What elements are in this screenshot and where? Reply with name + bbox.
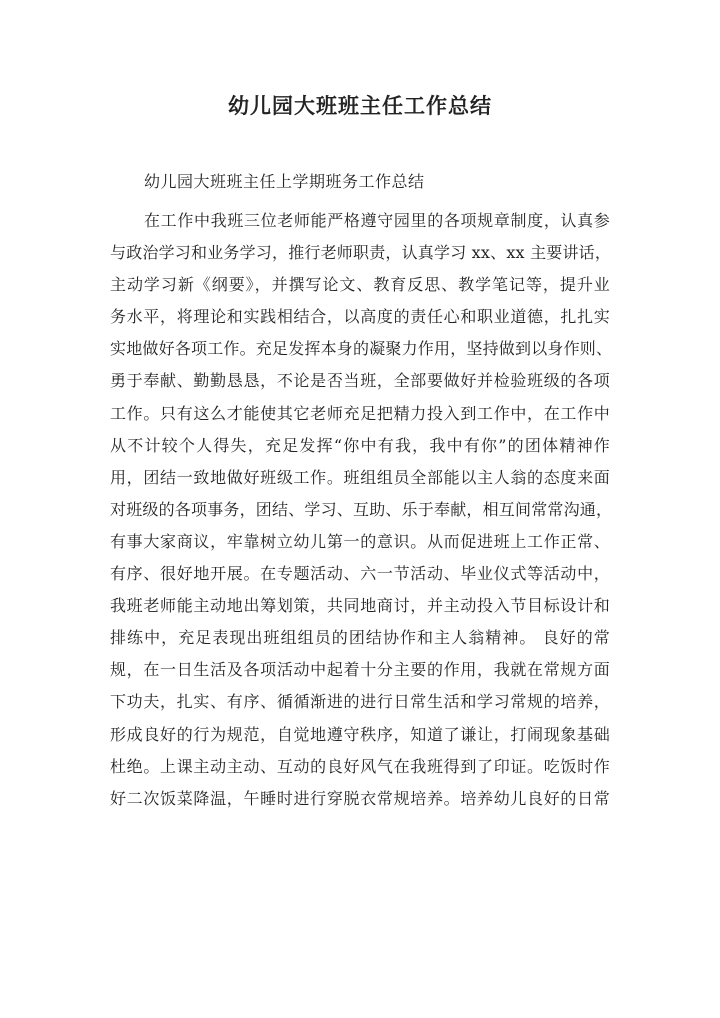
paragraph-line: 实地做好各项工作。充足发挥本身的凝聚力作用，坚持做到以身作则、 bbox=[110, 339, 613, 359]
paragraph-line: 工作。只有这么才能使其它老师充足把精力投入到工作中，在工作中 bbox=[110, 403, 610, 423]
paragraph-line: 规，在一日生活及各项活动中起着十分主要的作用，我就在常规方面 bbox=[110, 660, 610, 680]
paragraph-line: 主动学习新《纲要》，并撰写论文、教育反思、教学笔记等，提升业 bbox=[110, 275, 610, 295]
paragraph-line: 从不计较个人得失，充足发挥“你中有我，我中有你”的团体精神作 bbox=[110, 435, 610, 455]
paragraph-line: 勇于奉献、勤勤恳恳，不论是否当班，全部要做好并检验班级的各项 bbox=[110, 371, 610, 391]
document-title: 幼儿园大班班主任工作总结 bbox=[228, 93, 492, 118]
paragraph-line: 有序、很好地开展。在专题活动、六一节活动、毕业仪式等活动中， bbox=[110, 564, 610, 584]
paragraph-line: 排练中，充足表现出班组组员的团结协作和主人翁精神。 良好的常 bbox=[110, 628, 610, 648]
paragraph-line: 我班老师能主动地出筹划策，共同地商讨，并主动投入节目标设计和 bbox=[110, 596, 610, 616]
paragraph-line: 有事大家商议，牢靠树立幼儿第一的意识。从而促进班上工作正常、 bbox=[110, 531, 610, 551]
paragraph-line: 对班级的各项事务，团结、学习、互助、乐于奉献，相互间常常沟通， bbox=[110, 499, 613, 519]
paragraph-line: 务水平，将理论和实践相结合，以高度的责任心和职业道德，扎扎实 bbox=[110, 307, 610, 327]
paragraph-line: 杜绝。上课主动主动、互动的良好风气在我班得到了印证。吃饭时作 bbox=[110, 756, 610, 776]
document-subtitle: 幼儿园大班班主任上学期班务工作总结 bbox=[144, 172, 425, 191]
paragraph-line: 下功夫，扎实、有序、循循渐进的进行日常生活和学习常规的培养， bbox=[110, 692, 610, 712]
paragraph-line: 形成良好的行为规范，自觉地遵守秩序，知道了谦让，打闹现象基础 bbox=[110, 724, 610, 744]
paragraph-line: 在工作中我班三位老师能严格遵守园里的各项规章制度，认真参 bbox=[144, 211, 610, 230]
paragraph-line: 好二次饭菜降温，午睡时进行穿脱衣常规培养。培养幼儿良好的日常 bbox=[110, 788, 610, 808]
paragraph-line: 用，团结一致地做好班级工作。班组组员全部能以主人翁的态度来面 bbox=[110, 467, 610, 487]
body-paragraph bbox=[110, 205, 613, 815]
paragraph-line: 与政治学习和业务学习，推行老师职责，认真学习 xx、xx 主要讲话， bbox=[110, 243, 612, 263]
